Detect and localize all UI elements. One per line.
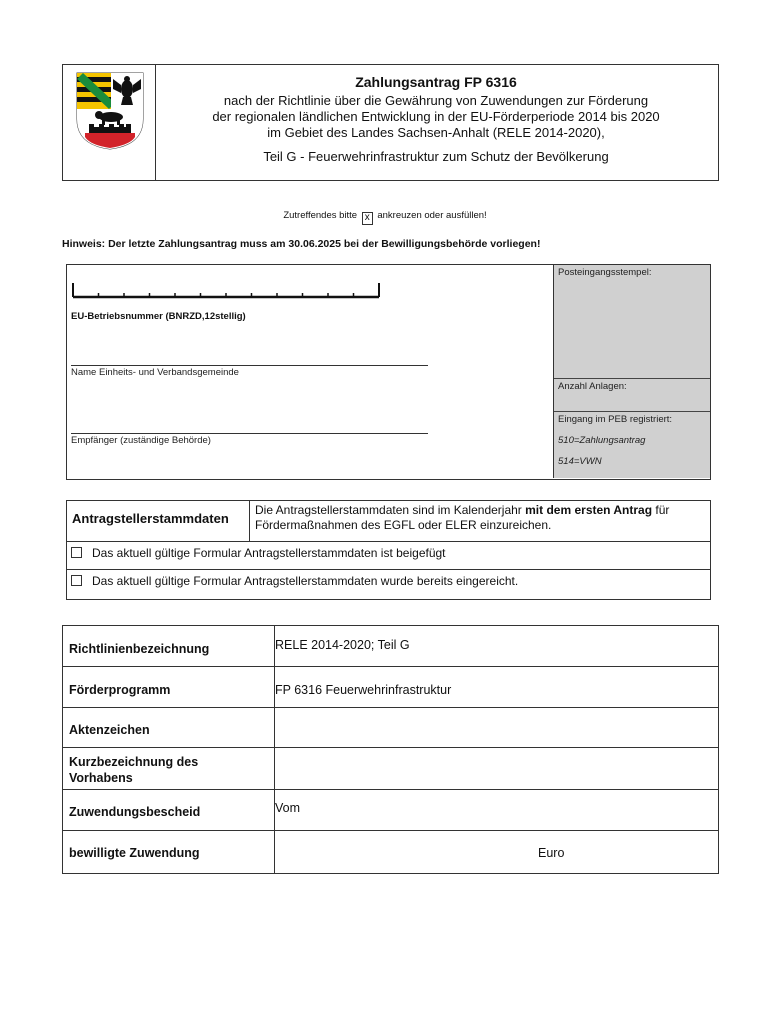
bnrzd-input[interactable] bbox=[71, 281, 383, 301]
divider bbox=[554, 378, 710, 379]
row-divider bbox=[63, 830, 718, 831]
fill-instruction bbox=[0, 210, 770, 225]
label-kurzbezeichnung: Kurzbezeichnung des Vorhabens bbox=[69, 755, 199, 785]
example-checkbox: x bbox=[362, 212, 373, 225]
value-kurzbezeichnung[interactable] bbox=[275, 762, 715, 780]
header-line-3: im Gebiet des Landes Sachsen-Anhalt (RELE 2014-2020), bbox=[267, 125, 605, 140]
logo-cell bbox=[63, 65, 156, 180]
applicant-title: Antragstellerstammdaten bbox=[72, 511, 229, 526]
option-beigefuegt-label: Das aktuell gültige Formular Antragstellerstammdaten ist beigefügt bbox=[92, 546, 446, 560]
divider bbox=[67, 569, 710, 570]
value-foerderprogramm[interactable]: FP 6316 Feuerwehrinfrastruktur bbox=[275, 683, 452, 697]
column-divider bbox=[274, 626, 275, 873]
row-divider bbox=[63, 666, 718, 667]
empfaenger-label: Empfänger (zuständige Behörde) bbox=[71, 435, 211, 446]
project-data-table bbox=[62, 625, 719, 874]
header-line-1: nach der Richtlinie über die Gewährung von Zuwendungen zur Förderung bbox=[223, 93, 649, 108]
form-header bbox=[62, 64, 719, 181]
anlagen-label: Anzahl Anlagen: bbox=[558, 381, 627, 392]
gemeinde-label: Name Einheits- und Verbandsgemeinde bbox=[71, 367, 239, 378]
empfaenger-input[interactable] bbox=[71, 433, 428, 434]
option-eingereicht-label: Das aktuell gültige Formular Antragstellerstammdaten wurde bereits eingereicht. bbox=[92, 574, 519, 588]
applicant-text-b: für bbox=[652, 503, 670, 517]
divider bbox=[554, 411, 710, 412]
code-zahlungsantrag: 510=Zahlungsantrag bbox=[558, 435, 646, 446]
office-stamp-area bbox=[553, 265, 710, 478]
label-richtlinienbezeichnung: Richtlinienbezeichnung bbox=[69, 642, 210, 656]
row-divider bbox=[63, 789, 718, 790]
bnrzd-label: EU-Betriebsnummer (BNRZD,12stellig) bbox=[71, 311, 246, 322]
coat-of-arms-logo bbox=[75, 71, 145, 151]
checkbox-eingereicht[interactable] bbox=[71, 575, 82, 586]
label-zuwendungsbescheid: Zuwendungsbescheid bbox=[69, 805, 201, 819]
checkbox-beigefuegt[interactable] bbox=[71, 547, 82, 558]
posteingang-label: Posteingangsstempel: bbox=[558, 267, 652, 278]
applicant-title-cell bbox=[67, 501, 250, 541]
gemeinde-input[interactable] bbox=[71, 365, 428, 366]
instruction-after: ankreuzen oder ausfüllen! bbox=[377, 210, 487, 221]
label-foerderprogramm: Förderprogramm bbox=[69, 683, 171, 697]
value-aktenzeichen[interactable] bbox=[275, 723, 715, 741]
applicant-text-bold: mit dem ersten Antrag bbox=[525, 503, 653, 517]
applicant-master-data-section bbox=[66, 500, 711, 600]
row-divider bbox=[63, 707, 718, 708]
peb-label: Eingang im PEB registriert: bbox=[558, 414, 673, 425]
label-aktenzeichen: Aktenzeichen bbox=[69, 723, 150, 737]
header-subtitle: Teil G - Feuerwehrinfrastruktur zum Schutz der Bevölkerung bbox=[263, 149, 609, 164]
divider bbox=[67, 541, 710, 542]
header-line-2: der regionalen ländlichen Entwicklung in der EU-Förderperiode 2014 bis 2020 bbox=[212, 109, 660, 124]
deadline-notice: Hinweis: Der letzte Zahlungsantrag muss am 30.06.2025 bei der Bewilligungsbehörde vorliegen! bbox=[62, 238, 541, 250]
row-divider bbox=[63, 747, 718, 748]
value-zuwendungsbescheid[interactable]: Vom bbox=[275, 801, 301, 815]
option-beigefuegt[interactable] bbox=[71, 546, 446, 560]
applicant-text-a: Die Antragstellerstammdaten sind im Kalenderjahr bbox=[255, 503, 526, 517]
label-bewilligte-zuwendung: bewilligte Zuwendung bbox=[69, 846, 200, 860]
code-vwn: 514=VWN bbox=[558, 456, 602, 467]
applicant-text-line2: Fördermaßnahmen des EGFL oder ELER einzureichen. bbox=[255, 518, 552, 532]
applicant-info-text bbox=[255, 503, 707, 533]
instruction-before: Zutreffendes bitte bbox=[283, 210, 358, 221]
value-richtlinienbezeichnung[interactable]: RELE 2014-2020; Teil G bbox=[275, 638, 410, 652]
form-title: Zahlungsantrag FP 6316 bbox=[355, 74, 517, 90]
value-bewilligte-zuwendung[interactable]: Euro bbox=[538, 846, 565, 860]
address-section bbox=[66, 264, 711, 480]
option-eingereicht[interactable] bbox=[71, 574, 518, 588]
